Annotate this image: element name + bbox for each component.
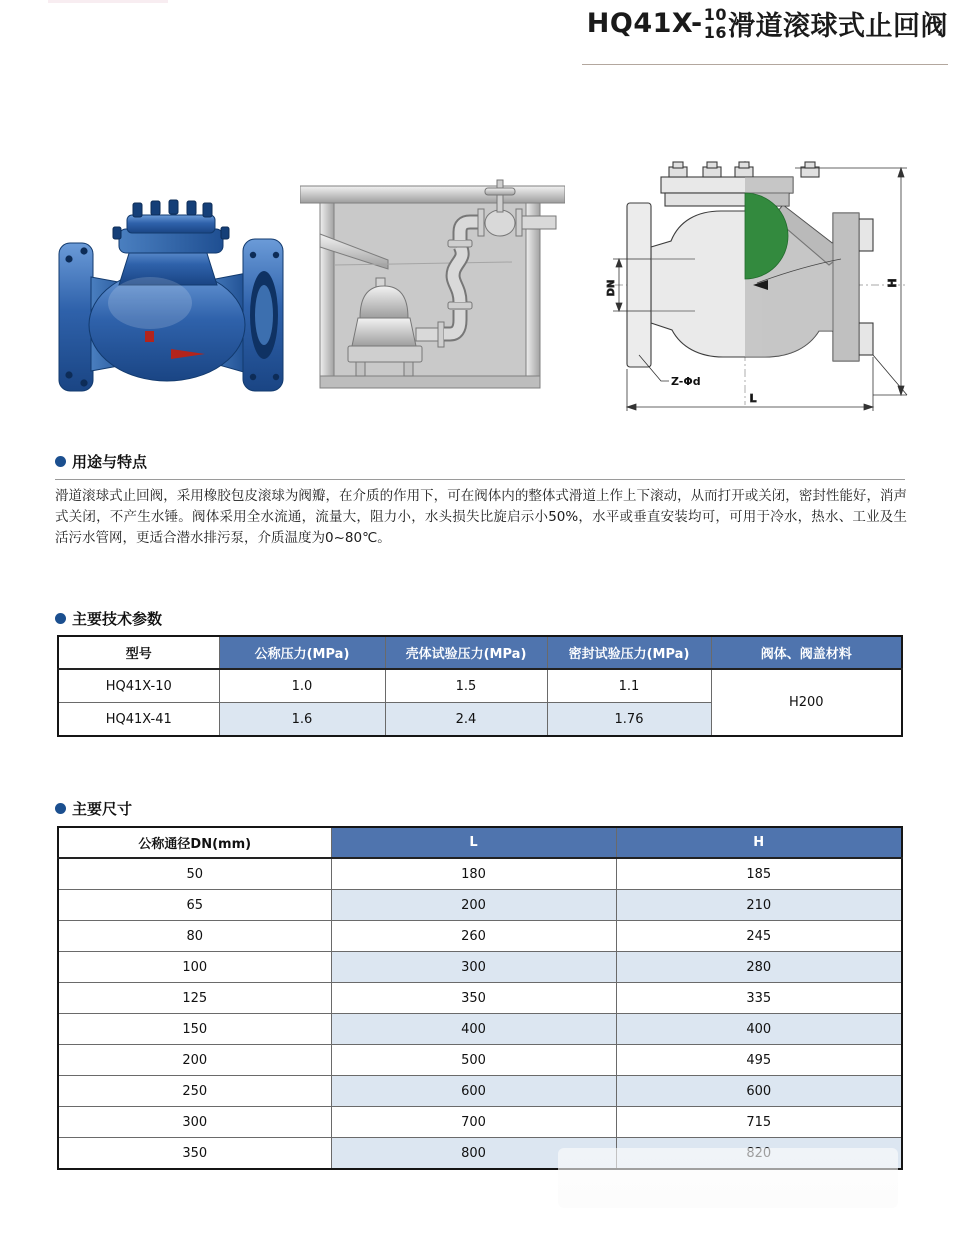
h-label: H <box>886 278 899 288</box>
pressure-class-top: 10 <box>703 5 727 25</box>
dn-cell: 250 <box>58 1076 331 1107</box>
features-divider <box>55 479 905 480</box>
h-cell: 280 <box>616 952 902 983</box>
dn-cell: 200 <box>58 1045 331 1076</box>
dn-cell: 125 <box>58 983 331 1014</box>
h-cell: 715 <box>616 1107 902 1138</box>
col-dn: 公称通径DN(mm) <box>58 827 331 858</box>
col-seal-test-pressure: 密封试验压力(MPa) <box>547 636 711 669</box>
right-flange <box>243 239 283 391</box>
tech-params-table <box>57 635 903 737</box>
h-cell: 335 <box>616 983 902 1014</box>
dn-cell: 100 <box>58 952 331 983</box>
left-flange <box>59 243 93 391</box>
l-cell: 800 <box>331 1138 616 1170</box>
value-cell: 2.4 <box>385 703 547 737</box>
l-cell: 700 <box>331 1107 616 1138</box>
dimension-row <box>58 1045 902 1076</box>
model-cell: HQ41X-41 <box>58 703 219 737</box>
dimension-row <box>58 921 902 952</box>
dn-cell: 150 <box>58 1014 331 1045</box>
section-bullet-icon <box>55 803 66 814</box>
value-cell: 1.1 <box>547 669 711 703</box>
features-paragraph: 滑道滚球式止回阀，采用橡胶包皮滚球为阀瓣，在介质的作用下，可在阀体内的整体式滑道上作上下滚动，从而打开或关闭，密封性能好，消声式关闭，不产生水锤。阀体采用全水流通，流量大，阻力小，水头损失比旋启示小50%，水平或垂直安装均可，可用于冷水，热水、工业及生活污水管网，更适合潜水排污泵，介质温度为0~80℃。 <box>55 488 907 546</box>
l-dimension <box>627 357 873 411</box>
l-cell: 260 <box>331 921 616 952</box>
value-cell: 1.6 <box>219 703 385 737</box>
dimensions-heading-label: 主要尺寸 <box>72 800 133 818</box>
model-code: HQ41X- <box>586 8 703 39</box>
value-cell: 1.76 <box>547 703 711 737</box>
col-shell-test-pressure: 壳体试验压力(MPa) <box>385 636 547 669</box>
features-heading-label: 用途与特点 <box>72 453 148 471</box>
h-cell: 600 <box>616 1076 902 1107</box>
valve-section-drawing <box>605 155 935 420</box>
sheen-highlight <box>108 277 192 329</box>
h-cell: 185 <box>616 858 902 890</box>
dimensions-table <box>57 826 903 1170</box>
section-heading-dimensions <box>55 798 132 819</box>
dn-cell: 65 <box>58 890 331 921</box>
pressure-class-fraction <box>704 6 727 41</box>
bonnet-bolts <box>669 162 819 177</box>
z-d-label: Z-Φd <box>671 375 701 388</box>
dimension-row <box>58 952 902 983</box>
dimension-row <box>58 1107 902 1138</box>
col-nominal-pressure: 公称压力(MPa) <box>219 636 385 669</box>
section-heading-features <box>55 451 147 472</box>
outlet-pipe <box>522 216 556 229</box>
value-cell: 1.0 <box>219 669 385 703</box>
l-cell: 200 <box>331 890 616 921</box>
model-cell: HQ41X-10 <box>58 669 219 703</box>
dn-cell: 80 <box>58 921 331 952</box>
l-cell: 600 <box>331 1076 616 1107</box>
l-cell: 350 <box>331 983 616 1014</box>
section-heading-tech-params <box>55 608 162 629</box>
tech-params-table-wrap <box>57 635 901 737</box>
title-divider <box>582 64 948 65</box>
material-cell: H200 <box>711 669 902 736</box>
faint-watermark <box>558 1148 898 1208</box>
h-cell: 400 <box>616 1014 902 1045</box>
left-wall <box>320 203 334 388</box>
dn-cell: 300 <box>58 1107 331 1138</box>
dimension-row <box>58 890 902 921</box>
installation-figure <box>300 168 565 400</box>
pressure-class-bottom: 16 <box>703 22 727 42</box>
dn-label: DN <box>606 279 617 297</box>
section-bullet-icon <box>55 456 66 467</box>
tech-params-heading-label: 主要技术参数 <box>72 610 163 628</box>
dimension-row <box>58 1014 902 1045</box>
value-cell: 1.5 <box>385 669 547 703</box>
product-name: 滑道滚球式止回阀 <box>728 11 948 42</box>
dimension-row <box>58 983 902 1014</box>
l-cell: 400 <box>331 1014 616 1045</box>
sump-installation-drawing <box>300 168 565 400</box>
l-cell: 180 <box>331 858 616 890</box>
dimensions-header-row <box>58 827 902 858</box>
scan-artifact <box>48 0 168 3</box>
valve-photo <box>55 185 285 395</box>
col-body-material: 阀体、阀盖材料 <box>711 636 902 669</box>
sump-floor <box>320 376 540 388</box>
l-label: L <box>749 392 757 405</box>
col-h: H <box>616 827 902 858</box>
dn-cell: 350 <box>58 1138 331 1170</box>
dimensions-table-wrap <box>57 826 901 1170</box>
h-cell: 495 <box>616 1045 902 1076</box>
valve-photo-figure <box>55 185 285 395</box>
sump-lid <box>300 186 565 203</box>
page-title <box>587 4 948 43</box>
dimension-row <box>58 1076 902 1107</box>
col-model: 型号 <box>58 636 219 669</box>
dn-cell: 50 <box>58 858 331 890</box>
tech-header-row <box>58 636 902 669</box>
right-wall <box>526 203 540 388</box>
dimensions-table-body <box>58 858 902 1169</box>
h-cell: 245 <box>616 921 902 952</box>
l-cell: 500 <box>331 1045 616 1076</box>
dimension-row <box>58 858 902 890</box>
h-cell: 210 <box>616 890 902 921</box>
dimension-drawing-figure <box>605 155 935 420</box>
section-bullet-icon <box>55 613 66 624</box>
bonnet-cover <box>127 215 215 233</box>
col-l: L <box>331 827 616 858</box>
l-cell: 300 <box>331 952 616 983</box>
tech-row <box>58 669 902 703</box>
